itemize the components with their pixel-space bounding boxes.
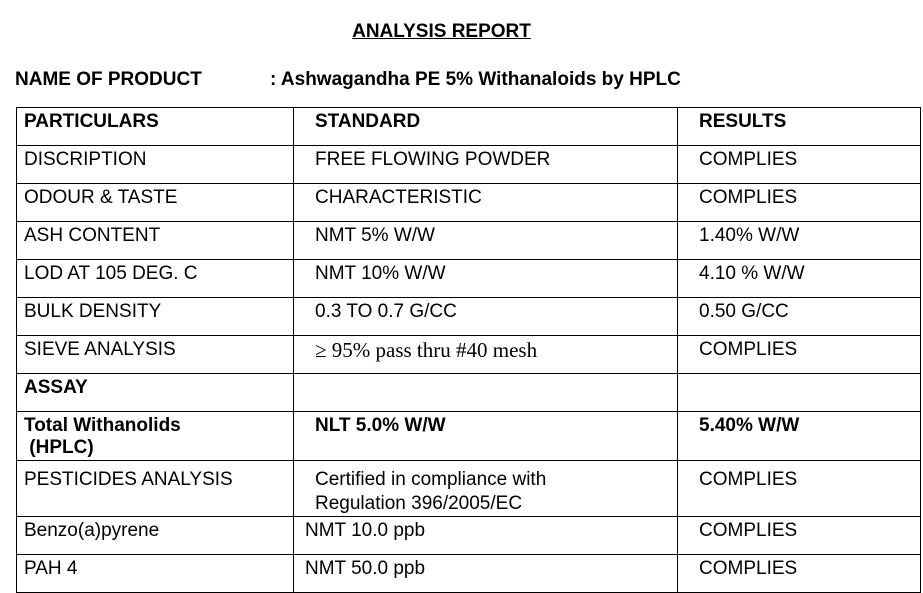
- particular-cell: DISCRIPTION: [24, 149, 147, 170]
- result-cell: 1.40% W/W: [699, 225, 800, 246]
- standard-cell: FREE FLOWING POWDER: [315, 149, 551, 170]
- table-row: [17, 517, 921, 555]
- product-label: NAME OF PRODUCT: [15, 69, 202, 90]
- table-row: [17, 336, 921, 374]
- particular-line: Total Withanolids: [24, 415, 181, 436]
- table-header-row: [17, 108, 921, 146]
- result-cell: COMPLIES: [699, 149, 798, 170]
- standard-cell: NMT 5% W/W: [315, 225, 435, 246]
- standard-cell: CHARACTERISTIC: [315, 187, 482, 208]
- particular-line: (HPLC): [24, 437, 94, 458]
- particular-cell: ASH CONTENT: [24, 225, 161, 246]
- standard-cell: [294, 461, 677, 516]
- standard-cell: 0.3 TO 0.7 G/CC: [315, 301, 457, 322]
- result-cell: COMPLIES: [699, 520, 798, 541]
- particular-cell: PESTICIDES ANALYSIS: [24, 469, 233, 490]
- table-row: [17, 260, 921, 298]
- report-title: ANALYSIS REPORT: [352, 21, 531, 42]
- header-cell: [678, 108, 921, 146]
- result-cell: COMPLIES: [699, 339, 798, 360]
- standard-cell: [294, 374, 677, 377]
- table-row: [17, 222, 921, 260]
- header-standard: STANDARD: [315, 111, 421, 132]
- standard-cell: NLT 5.0% W/W: [315, 415, 446, 436]
- standard-cell: ≥ 95% pass thru #40 mesh: [315, 338, 538, 362]
- particular-cell: SIEVE ANALYSIS: [24, 339, 176, 360]
- particular-cell: ASSAY: [24, 377, 88, 398]
- result-cell: 4.10 % W/W: [699, 263, 805, 284]
- table-row: [17, 555, 921, 593]
- result-cell: 5.40% W/W: [699, 415, 800, 436]
- particular-cell: [17, 412, 293, 459]
- header-particulars: PARTICULARS: [24, 111, 159, 132]
- particular-cell: Benzo(a)pyrene: [24, 520, 160, 541]
- result-cell: COMPLIES: [699, 558, 798, 579]
- header-cell: [17, 108, 294, 146]
- result-cell: 0.50 G/CC: [699, 301, 789, 322]
- result-cell: COMPLIES: [699, 469, 798, 490]
- analysis-table: [16, 107, 921, 593]
- header-results: RESULTS: [699, 111, 787, 132]
- result-cell: COMPLIES: [699, 187, 798, 208]
- table-row: [17, 412, 921, 461]
- table-row: [17, 298, 921, 336]
- standard-cell: NMT 10.0 ppb: [305, 520, 426, 541]
- table-row: [17, 461, 921, 517]
- table-row: [17, 374, 921, 412]
- result-cell: [678, 374, 920, 377]
- standard-line: Regulation 396/2005/EC: [315, 493, 523, 514]
- product-name: : Ashwagandha PE 5% Withanaloids by HPLC: [270, 69, 681, 90]
- table-row: [17, 184, 921, 222]
- particular-cell: ODOUR & TASTE: [24, 187, 178, 208]
- header-cell: [294, 108, 678, 146]
- standard-cell: NMT 50.0 ppb: [305, 558, 426, 579]
- standard-cell: NMT 10% W/W: [315, 263, 446, 284]
- standard-line: Certified in compliance with: [315, 469, 547, 490]
- table-row: [17, 146, 921, 184]
- particular-cell: PAH 4: [24, 558, 78, 579]
- particular-cell: BULK DENSITY: [24, 301, 162, 322]
- particular-cell: LOD AT 105 DEG. C: [24, 263, 198, 284]
